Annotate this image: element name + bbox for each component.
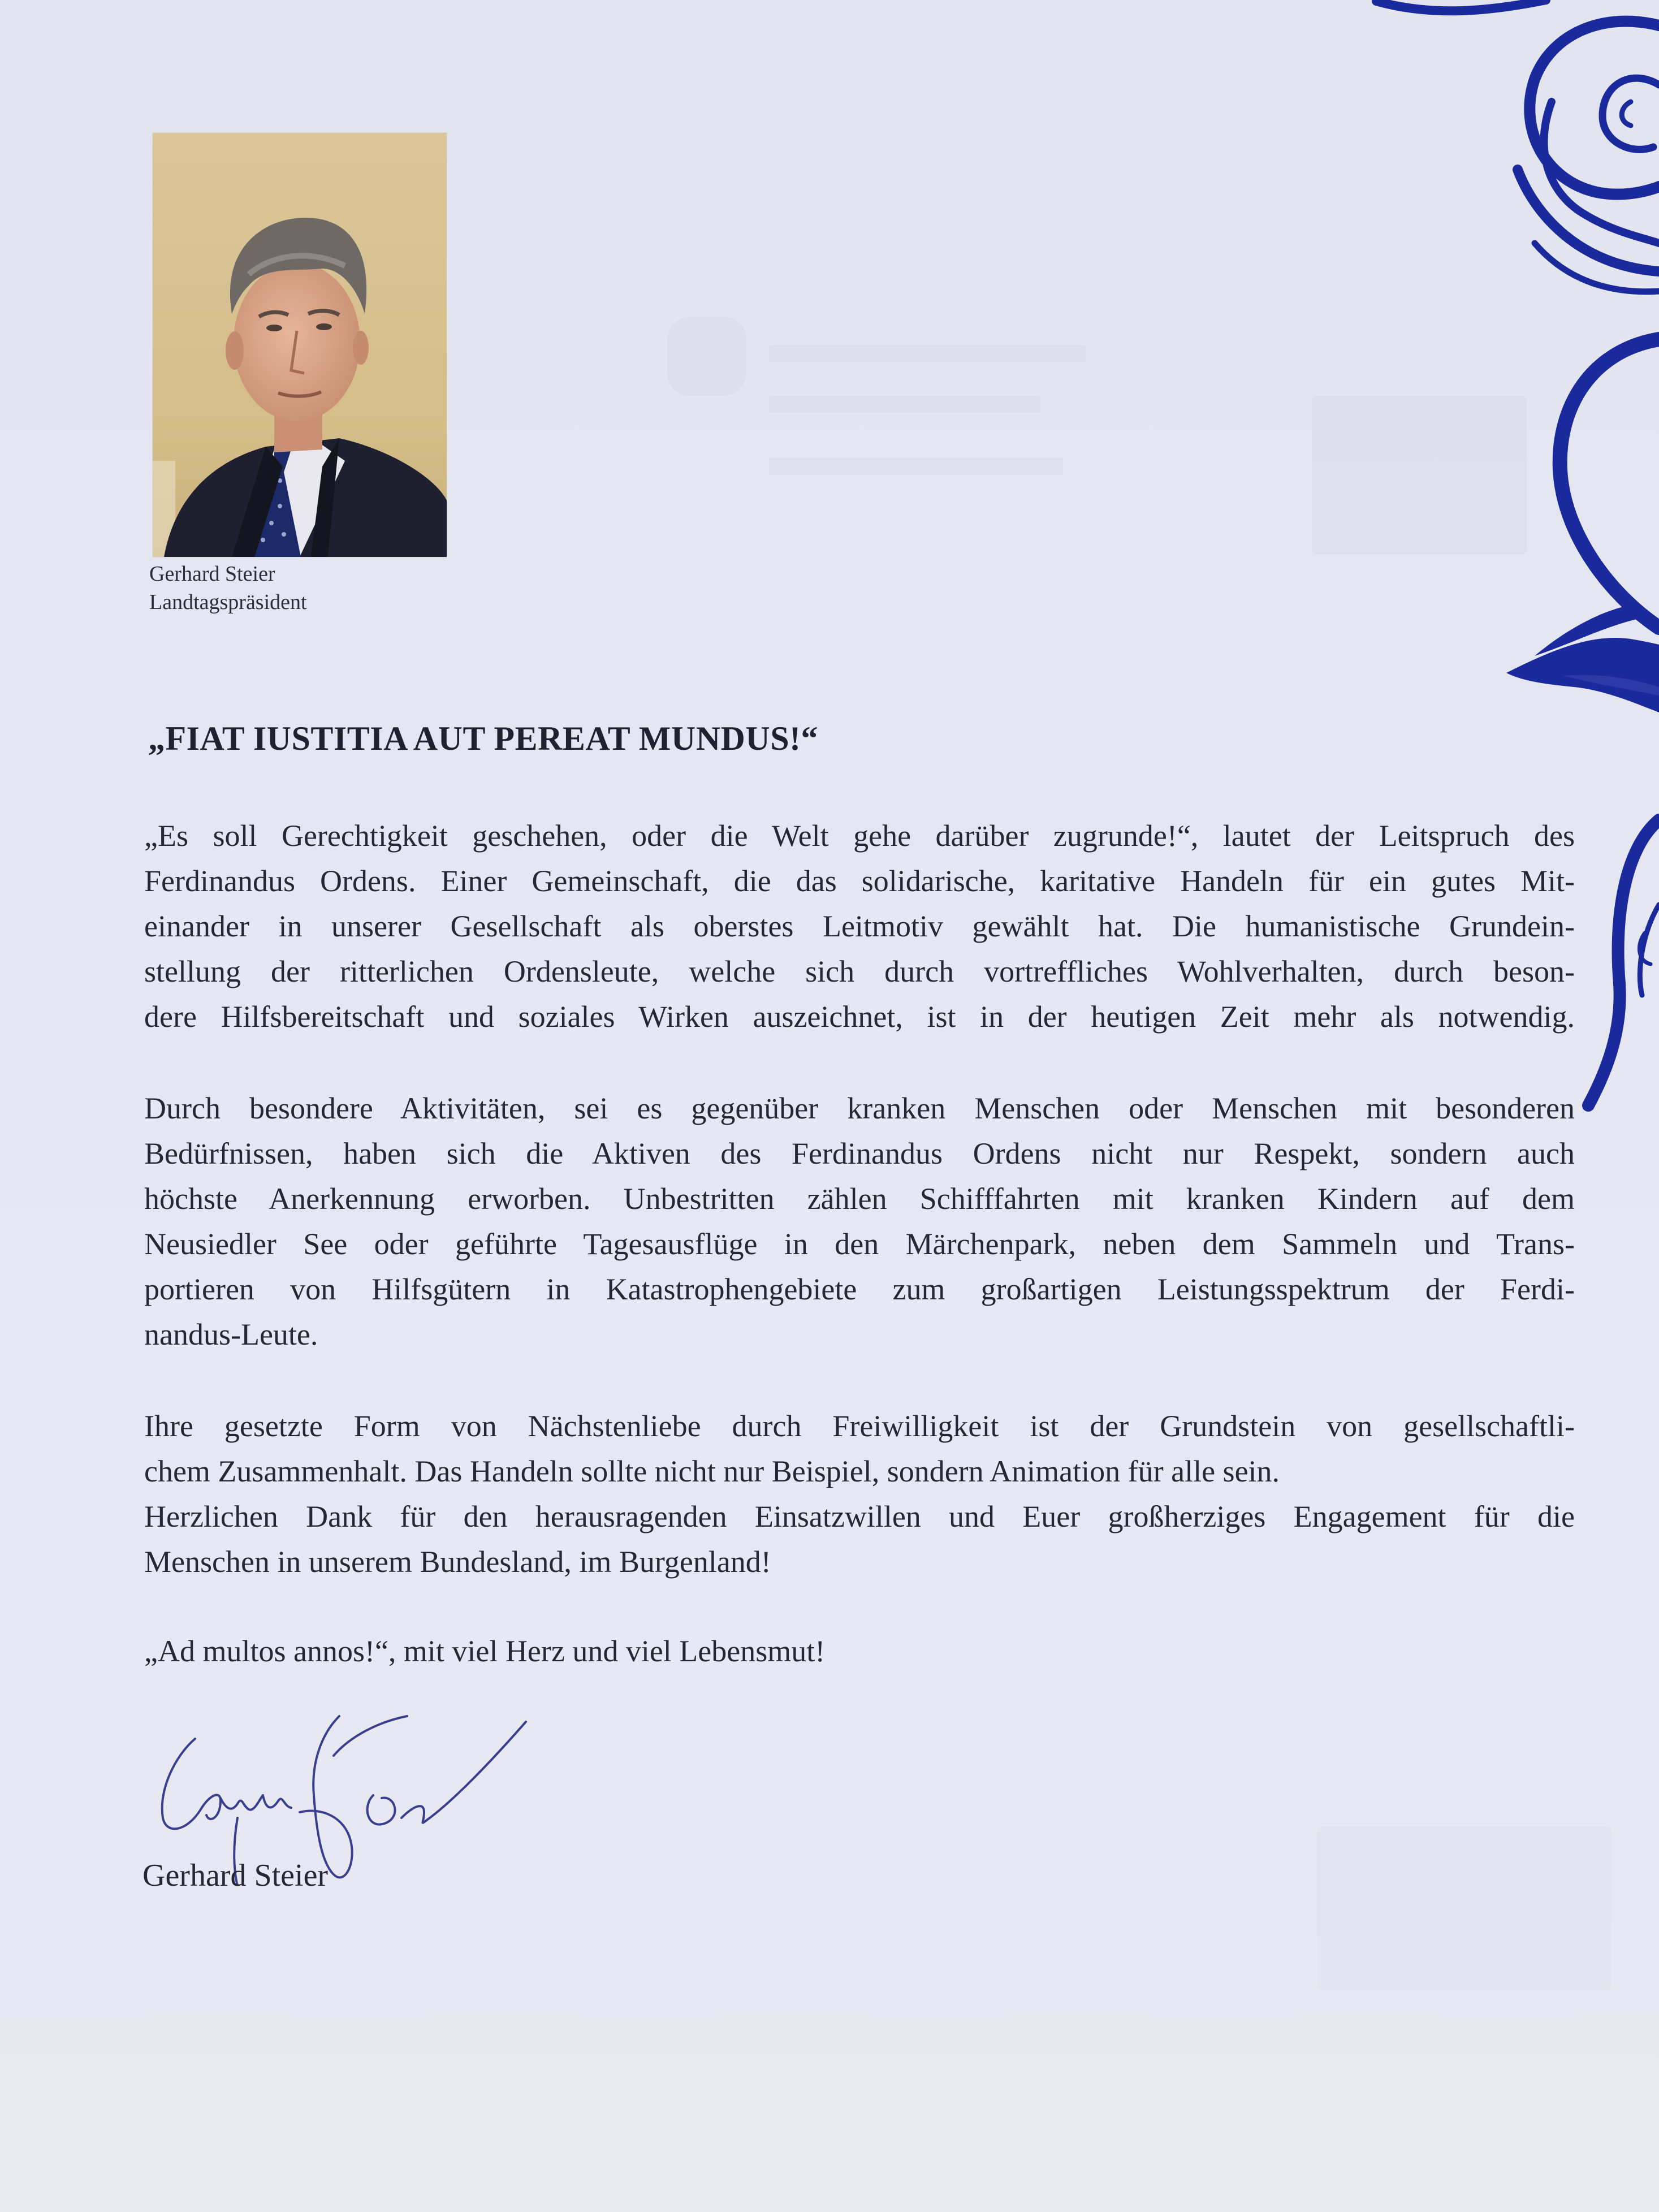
signoff-name: Gerhard Steier bbox=[142, 1858, 329, 1893]
bleed-through-line bbox=[769, 345, 1086, 362]
letter-heading: „FIAT IUSTITIA AUT PEREAT MUNDUS!“ bbox=[148, 720, 819, 757]
text-line: Menschen in unserem Bundesland, im Burgenland! bbox=[144, 1545, 771, 1579]
text-line: Herzlichen Dank für den herausragenden Einsatzwillen und Euer großherziges Engagement für die bbox=[144, 1500, 1575, 1533]
text-line: dere Hilfsbereitschaft und soziales Wirken auszeichnet, ist in der heutigen Zeit mehr als notwendig. bbox=[144, 1000, 1575, 1034]
text-line: portieren von Hilfsgütern in Katastrophengebiete zum großartigen Leistungsspektrum der Ferdi- bbox=[144, 1272, 1575, 1306]
bleed-through-signature bbox=[1317, 1826, 1612, 1990]
text-line: einander in unserer Gesellschaft als oberstes Leitmotiv gewählt hat. Die humanistische Grundein- bbox=[144, 909, 1575, 943]
text-line: stellung der ritterlichen Ordensleute, welche sich durch vortreffliches Wohlverhalten, durch beson- bbox=[144, 954, 1575, 988]
text-line: Bedürfnissen, haben sich die Aktiven des Ferdinandus Ordens nicht nur Respekt, sondern auch bbox=[144, 1137, 1575, 1170]
paragraph-3 bbox=[144, 1403, 1575, 1584]
text-line: „Ad multos annos!“, mit viel Herz und viel Lebensmut! bbox=[144, 1634, 826, 1668]
text-line: Neusiedler See oder geführte Tagesausflüge in den Märchenpark, neben dem Sammeln und Trans- bbox=[144, 1227, 1575, 1261]
handwritten-signature bbox=[153, 1682, 560, 1886]
paragraph-1 bbox=[144, 813, 1575, 1039]
text-line: nandus-Leute. bbox=[144, 1317, 318, 1351]
text-line: Durch besondere Aktivitäten, sei es gegenüber kranken Menschen oder Menschen mit besonderen bbox=[144, 1091, 1575, 1125]
text-line: Ferdinandus Ordens. Einer Gemeinschaft, die das solidarische, karitative Handeln für ein gutes Mit- bbox=[144, 864, 1575, 898]
text-line: chem Zusammenhalt. Das Handeln sollte nicht nur Beispiel, sondern Animation für alle sein. bbox=[144, 1454, 1280, 1488]
bleed-through-logo bbox=[667, 317, 746, 396]
portrait-photo bbox=[153, 133, 447, 557]
caption-name: Gerhard Steier bbox=[149, 562, 275, 586]
text-line: „Es soll Gerechtigkeit geschehen, oder die Welt gehe darüber zugrunde!“, lautet der Leitspruch des bbox=[144, 819, 1575, 853]
portrait-caption bbox=[149, 560, 307, 616]
portrait-illustration bbox=[153, 133, 447, 557]
bleed-through-line bbox=[769, 396, 1040, 413]
text-line: höchste Anerkennung erworben. Unbestritten zählen Schifffahrten mit kranken Kindern auf dem bbox=[144, 1182, 1575, 1216]
paragraph-2 bbox=[144, 1086, 1575, 1357]
caption-title: Landtagspräsident bbox=[149, 590, 307, 614]
text-line: Ihre gesetzte Form von Nächstenliebe durch Freiwilligkeit ist der Grundstein von gesellschaftli- bbox=[144, 1409, 1575, 1443]
paragraph-4 bbox=[144, 1628, 1575, 1674]
bleed-through-line bbox=[769, 458, 1063, 475]
